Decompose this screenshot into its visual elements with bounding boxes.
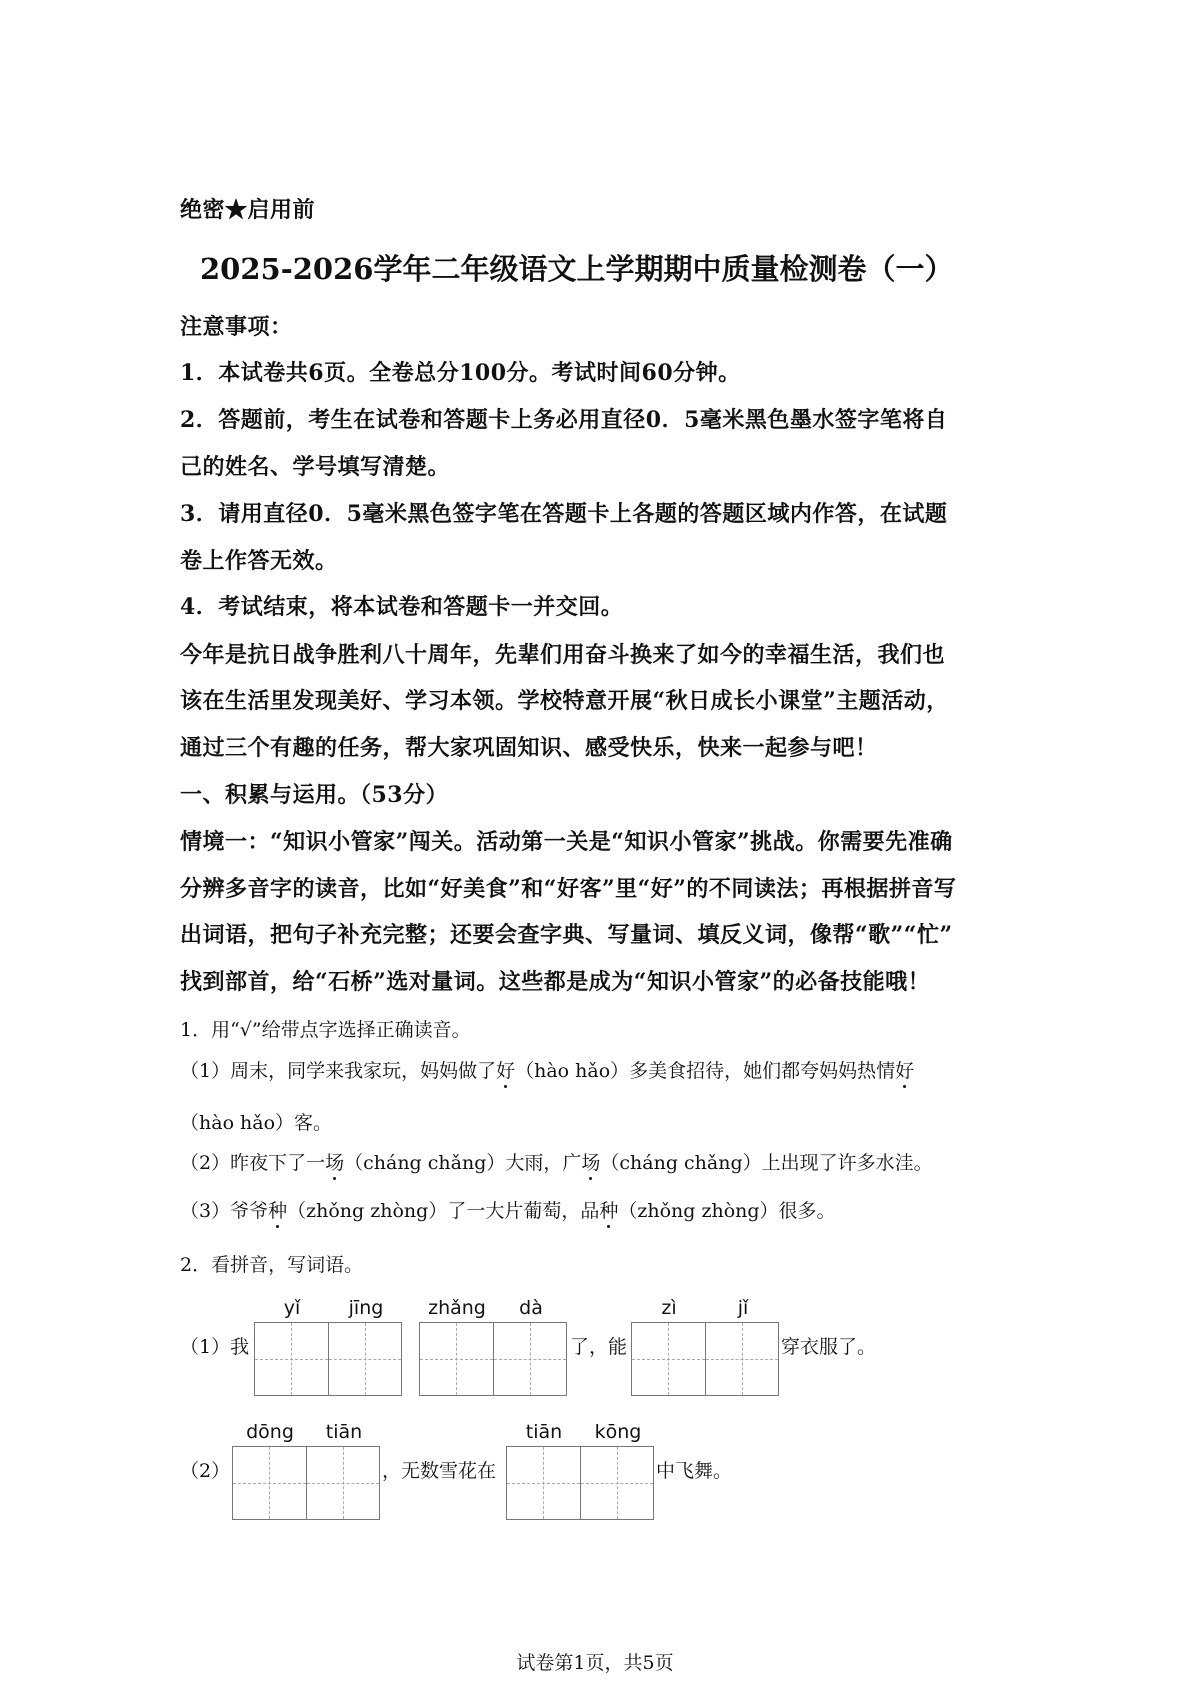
q1-s3-text-c: （zhǒng zhòng）很多。 bbox=[618, 1200, 836, 1222]
q2-row2-text-b: 中飞舞。 bbox=[656, 1460, 733, 1482]
intro-line-3: 通过三个有趣的任务，帮大家巩固知识、感受快乐，快来一起参与吧！ bbox=[180, 735, 878, 761]
pinyin-jing: jīng bbox=[348, 1297, 384, 1319]
notice-heading: 注意事项： bbox=[180, 314, 293, 340]
context-line-2: 分辨多音字的读音，比如“好美食”和“好客”里“好”的不同读法；再根据拼音写 bbox=[180, 876, 957, 902]
notice-item-2: 2．答题前，考生在试卷和答题卡上务必用直径0．5毫米黑色墨水签字笔将自 bbox=[180, 407, 948, 433]
answer-box-tiankong[interactable] bbox=[506, 1446, 654, 1520]
answer-box-zhangda[interactable] bbox=[419, 1322, 567, 1396]
context-line-3: 出词语，把句子补充完整；还要会查字典、写量词、填反义词，像帮“歌”“忙” bbox=[180, 922, 953, 948]
q2-row1-text-b: 穿衣服了。 bbox=[781, 1336, 877, 1358]
answer-box-yijing[interactable] bbox=[254, 1322, 402, 1396]
pinyin-ji: jǐ bbox=[737, 1297, 749, 1319]
q1-sentence-3 bbox=[180, 1196, 836, 1223]
q1-s1-dotted-char-2: 好 bbox=[895, 1056, 914, 1083]
q1-s2-text-c: （cháng chǎng）上出现了许多水洼。 bbox=[600, 1152, 933, 1174]
q2-stem: 2．看拼音，写词语。 bbox=[180, 1254, 364, 1276]
pinyin-tian-1: tiān bbox=[325, 1421, 363, 1443]
q1-s3-text-a: （3）爷爷 bbox=[180, 1200, 269, 1222]
q1-s2-dotted-char-1: 场 bbox=[325, 1148, 344, 1175]
notice-item-1: 1．本试卷共6页。全卷总分100分。考试时间60分钟。 bbox=[180, 360, 741, 386]
section-heading: 一、积累与运用。（53分） bbox=[180, 782, 449, 808]
q1-s3-dotted-char-1: 种 bbox=[268, 1196, 287, 1223]
q1-sentence-1 bbox=[180, 1056, 914, 1083]
notice-item-3: 3．请用直径0．5毫米黑色签字笔在答题卡上各题的答题区域内作答，在试题 bbox=[180, 501, 948, 527]
q1-s2-text-a: （2）昨夜下了一 bbox=[180, 1152, 326, 1174]
context-line-1: 情境一：“知识小管家”闯关。活动第一关是“知识小管家”挑战。你需要先准确 bbox=[180, 829, 953, 855]
notice-item-2-cont: 己的姓名、学号填写清楚。 bbox=[180, 454, 451, 480]
context-line-4: 找到部首，给“石桥”选对量词。这些都是成为“知识小管家”的必备技能哦！ bbox=[180, 969, 931, 995]
pinyin-zi: zì bbox=[661, 1297, 677, 1319]
q1-s1-text-a: （1）周末，同学来我家玩，妈妈做了 bbox=[180, 1060, 497, 1082]
q1-stem: 1．用“√”给带点字选择正确读音。 bbox=[180, 1019, 471, 1041]
q2-row2-text-a: ，无数雪花在 bbox=[382, 1460, 497, 1482]
pinyin-kong: kōng bbox=[594, 1421, 642, 1443]
pinyin-yi: yǐ bbox=[283, 1297, 301, 1319]
answer-box-dongtian[interactable] bbox=[232, 1446, 380, 1520]
notice-item-3-cont: 卷上作答无效。 bbox=[180, 548, 338, 574]
pinyin-zhang: zhǎng bbox=[428, 1297, 486, 1319]
exam-title: 2025-2026学年二年级语文上学期期中质量检测卷（一） bbox=[200, 252, 954, 286]
pinyin-tian-2: tiān bbox=[525, 1421, 563, 1443]
q1-s3-text-b: （zhǒng zhòng）了一大片葡萄，品 bbox=[287, 1200, 600, 1222]
intro-line-2: 该在生活里发现美好、学习本领。学校特意开展“秋日成长小课堂”主题活动， bbox=[180, 688, 949, 714]
answer-box-ziji[interactable] bbox=[631, 1322, 779, 1396]
page-footer: 试卷第1页，共5页 bbox=[516, 1652, 674, 1674]
q2-row1-text-a: 了，能 bbox=[570, 1336, 628, 1358]
q1-sentence-2 bbox=[180, 1148, 933, 1175]
notice-item-4: 4．考试结束，将本试卷和答题卡一并交回。 bbox=[180, 594, 624, 620]
q1-s3-dotted-char-2: 种 bbox=[599, 1196, 618, 1223]
intro-line-1: 今年是抗日战争胜利八十周年，先辈们用奋斗换来了如今的幸福生活，我们也 bbox=[180, 642, 946, 668]
q1-s2-dotted-char-2: 场 bbox=[581, 1148, 600, 1175]
q1-s1-dotted-char-1: 好 bbox=[496, 1056, 515, 1083]
q1-s2-text-b: （cháng chǎng）大雨，广 bbox=[344, 1152, 582, 1174]
secret-label: 绝密★启用前 bbox=[180, 197, 316, 223]
pinyin-da: dà bbox=[519, 1297, 543, 1319]
q1-s1-text-b: （hào hǎo）多美食招待，她们都夸妈妈热情 bbox=[515, 1060, 896, 1082]
q2-row2-label: （2） bbox=[180, 1460, 231, 1482]
pinyin-dong: dōng bbox=[246, 1421, 294, 1443]
q1-sentence-1-cont: （hào hǎo）客。 bbox=[180, 1112, 333, 1134]
q2-row1-label: （1）我 bbox=[180, 1336, 250, 1358]
